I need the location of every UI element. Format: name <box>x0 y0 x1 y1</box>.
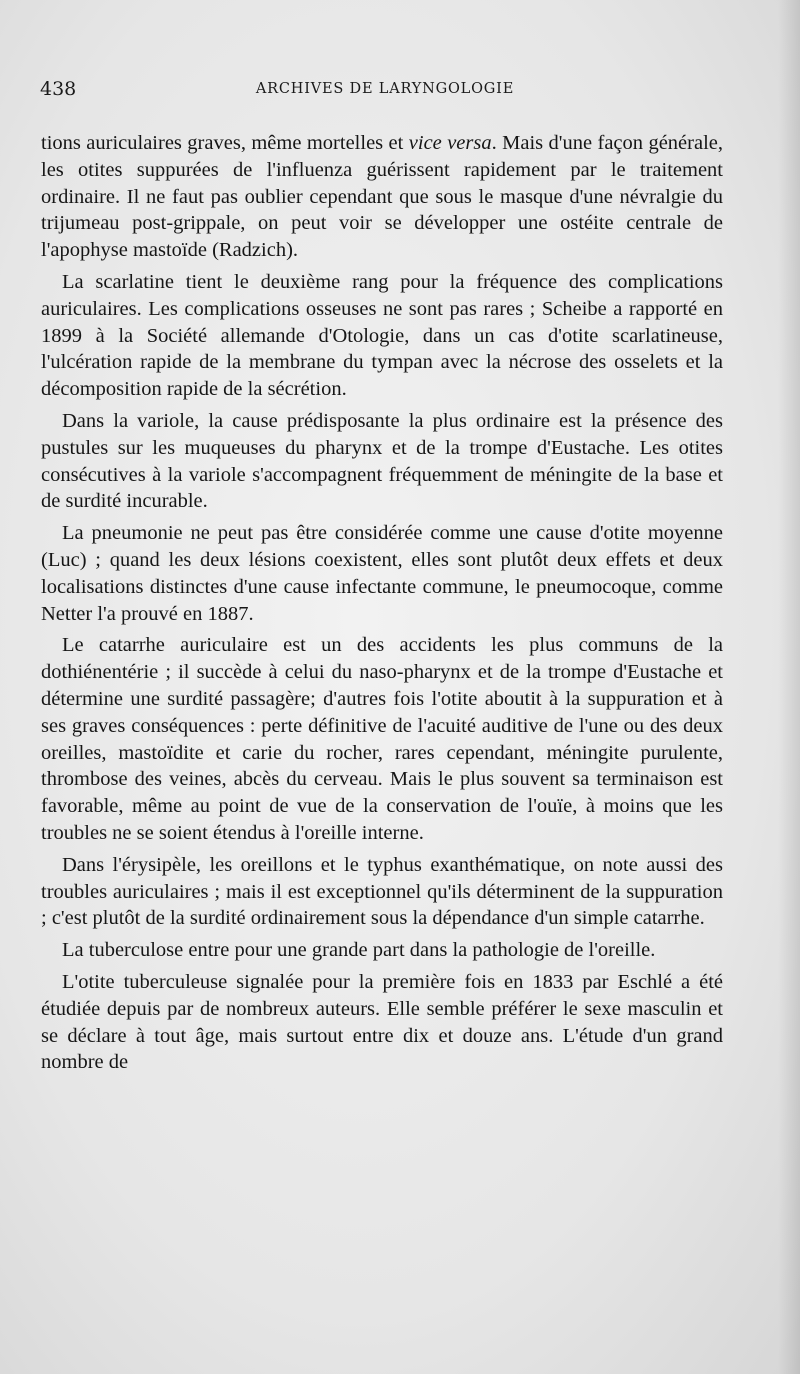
page-header <box>40 78 730 104</box>
body-text <box>41 130 723 1081</box>
text-segment: Dans la variole, la cause prédisposante la plus ordinaire est la présence des pustules sur les muqueuses du pharynx et de la trompe d'Eustache. Les otites consécutives à la variole s'accompagnent fréquemment de méningite de la base et de surdité incurable. <box>41 409 723 513</box>
paragraph <box>41 269 723 403</box>
paragraph <box>41 408 723 515</box>
text-segment: Le catarrhe auriculaire est un des accidents les plus communs de la dothiénentérie ; il succède à celui du naso-pharynx et de la trompe d'Eustache et détermine une surdité passagère; d'autres fois l'otite aboutit à la suppuration et à ses graves conséquences : perte définitive de l'acuité auditive de l'une ou des deux oreilles, mastoïdite et carie du rocher, rares cependant, méningite purulente, thrombose des veines, abcès du cerveau. Mais le plus souvent sa terminaison est favorable, même au point de vue de la conservation de l'ouïe, à moins que les troubles ne se soient étendus à l'oreille interne. <box>41 634 723 844</box>
text-segment: Dans l'érysipèle, les oreillons et le typhus exanthématique, on note aussi des troubles auriculaires ; mais il est exceptionnel qu'ils déterminent de la suppuration ; c'est plutôt de la surdité ordinairement sous la dépendance d'un simple catarrhe. <box>41 853 723 930</box>
paragraph <box>41 852 723 932</box>
text-segment: La scarlatine tient le deuxième rang pour la fréquence des complications auriculaires. Les complications osseuses ne sont pas rares ; Scheibe a rapporté en 1899 à la Société allemande d'Otologie, dans un cas d'otite scarlatineuse, l'ulcération rapide de la membrane du tympan avec la nécrose des osselets et la décomposition rapide de la sécrétion. <box>41 270 723 401</box>
text-segment: La pneumonie ne peut pas être considérée comme une cause d'otite moyenne (Luc) ; quand les deux lésions coexistent, elles sont plutôt deux effets et deux localisations distinctes d'une cause infectante commune, le pneumocoque, comme Netter l'a prouvé en 1887. <box>41 522 723 625</box>
page-edge-shadow <box>778 0 800 1374</box>
paragraph <box>41 632 723 846</box>
paragraph <box>41 937 723 964</box>
page-number: 438 <box>40 78 77 100</box>
paragraph <box>41 520 723 627</box>
text-segment: . Mais d'une façon générale, les otites suppurées de l'influenza guérissent rapidement par le traitement ordinaire. Il ne faut pas oublier cependant que sous le masque d'une névralgie du trijumeau post-grippale, on peut voir se développer une ostéite centrale de l'apophyse mastoïde (Radzich). <box>41 132 723 262</box>
running-title: ARCHIVES DE LARYNGOLOGIE <box>255 81 515 97</box>
text-segment: L'otite tuberculeuse signalée pour la première fois en 1833 par Eschlé a été étudiée depuis par de nombreux auteurs. Elle semble préférer le sexe masculin et se déclare à tout âge, mais surtout entre dix et douze ans. L'étude d'un grand nombre de <box>41 970 723 1074</box>
text-segment: tions auriculaires graves, même mortelles et <box>41 132 409 154</box>
paragraph <box>41 969 723 1076</box>
paragraph <box>41 130 723 264</box>
italic-text: vice versa <box>408 132 492 154</box>
text-segment: La tuberculose entre pour une grande part dans la pathologie de l'oreille. <box>62 939 656 962</box>
